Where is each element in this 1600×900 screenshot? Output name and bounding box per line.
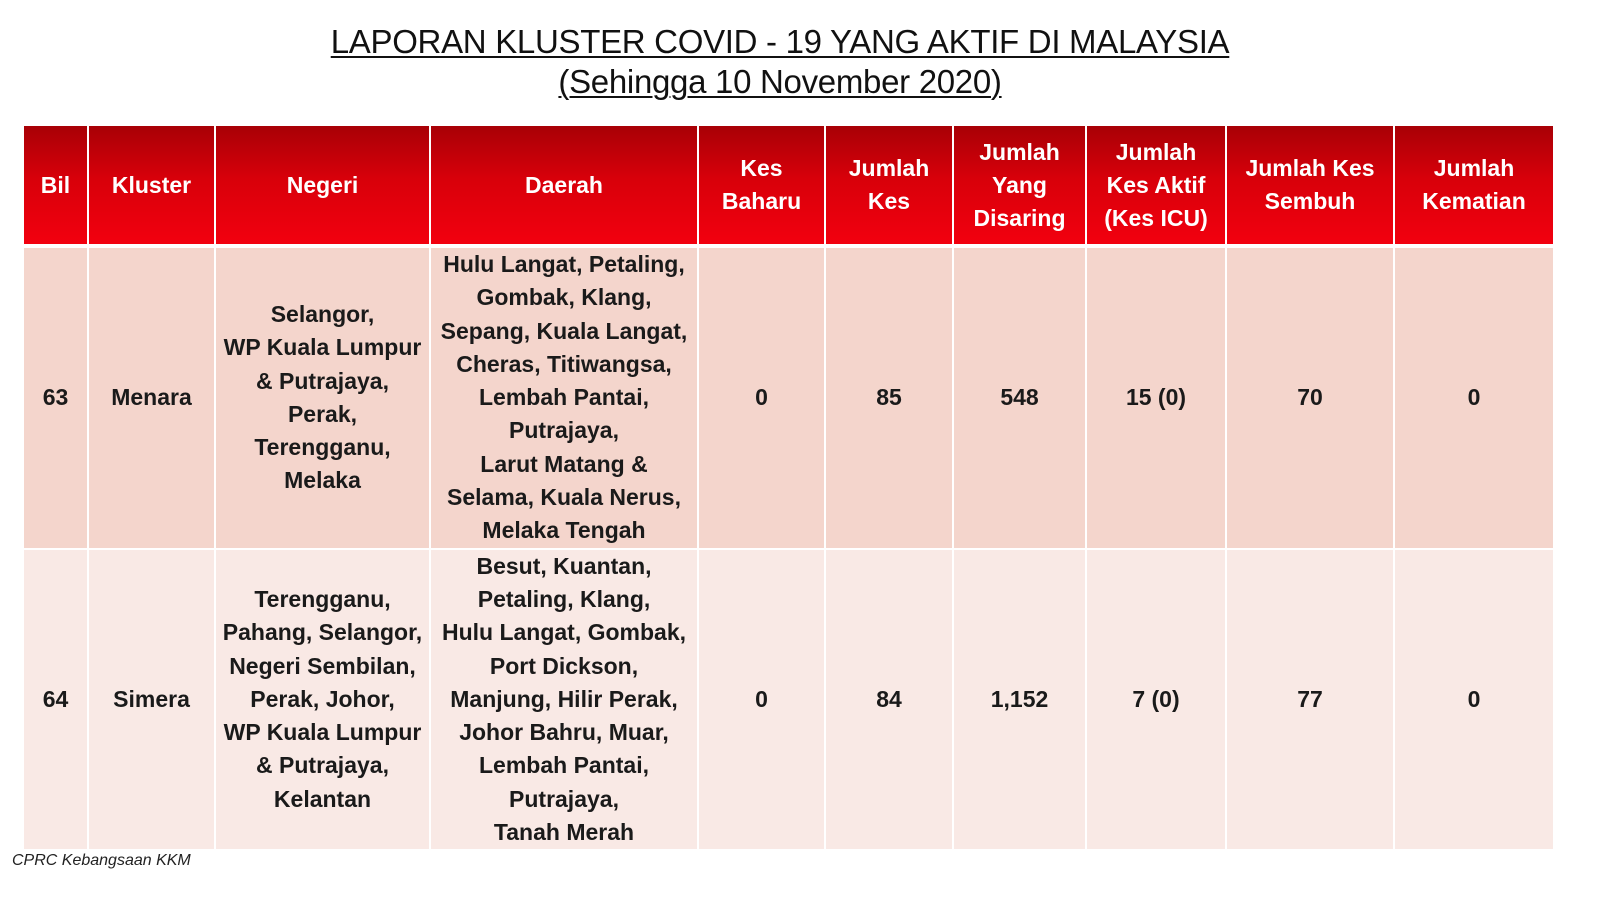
header-bil: Bil [23,125,88,246]
cell-jumlah-kes: 84 [825,549,953,851]
cell-kes-sembuh: 70 [1226,246,1394,549]
cell-kes-sembuh: 77 [1226,549,1394,851]
cell-negeri: Terengganu, Pahang, Selangor, Negeri Sembilan, Perak, Johor, WP Kuala Lumpur & Putrajaya, Kelantan [215,549,430,851]
header-jumlah-kes: Jumlah Kes [825,125,953,246]
cell-bil: 64 [23,549,88,851]
header-kluster: Kluster [88,125,215,246]
header-negeri: Negeri [215,125,430,246]
cell-kes-aktif: 7 (0) [1086,549,1226,851]
title-line-1: LAPORAN KLUSTER COVID - 19 YANG AKTIF DI MALAYSIA [330,23,1230,60]
cell-jumlah-disaring: 1,152 [953,549,1086,851]
cell-daerah: Hulu Langat, Petaling, Gombak, Klang, Sepang, Kuala Langat, Cheras, Titiwangsa, Lembah Pantai, Putrajaya, Larut Matang & Selama, Kuala Nerus, Melaka Tengah [430,246,698,549]
header-kes-baharu: Kes Baharu [698,125,825,246]
cell-kes-baharu: 0 [698,549,825,851]
cluster-table [22,124,1555,851]
source-footer: CPRC Kebangsaan KKM [12,852,191,869]
cell-jumlah-kes: 85 [825,246,953,549]
cell-kluster: Menara [88,246,215,549]
header-jumlah-disaring: Jumlah Yang Disaring [953,125,1086,246]
title-line-2: (Sehingga 10 November 2020) [558,63,1002,100]
cell-kes-baharu: 0 [698,246,825,549]
header-kematian: Jumlah Kematian [1394,125,1554,246]
table-row [23,549,1554,851]
cell-negeri: Selangor, WP Kuala Lumpur & Putrajaya, Perak, Terengganu, Melaka [215,246,430,549]
cell-kematian: 0 [1394,549,1554,851]
cell-kes-aktif: 15 (0) [1086,246,1226,549]
table-row [23,246,1554,549]
header-kes-sembuh: Jumlah Kes Sembuh [1226,125,1394,246]
cell-jumlah-disaring: 548 [953,246,1086,549]
report-title [0,22,1560,102]
header-kes-aktif: Jumlah Kes Aktif (Kes ICU) [1086,125,1226,246]
header-daerah: Daerah [430,125,698,246]
table-header-row [23,125,1554,246]
cell-kematian: 0 [1394,246,1554,549]
cell-bil: 63 [23,246,88,549]
cell-kluster: Simera [88,549,215,851]
cell-daerah: Besut, Kuantan, Petaling, Klang, Hulu Langat, Gombak, Port Dickson, Manjung, Hilir Perak, Johor Bahru, Muar, Lembah Pantai, Putrajaya, Tanah Merah [430,549,698,851]
